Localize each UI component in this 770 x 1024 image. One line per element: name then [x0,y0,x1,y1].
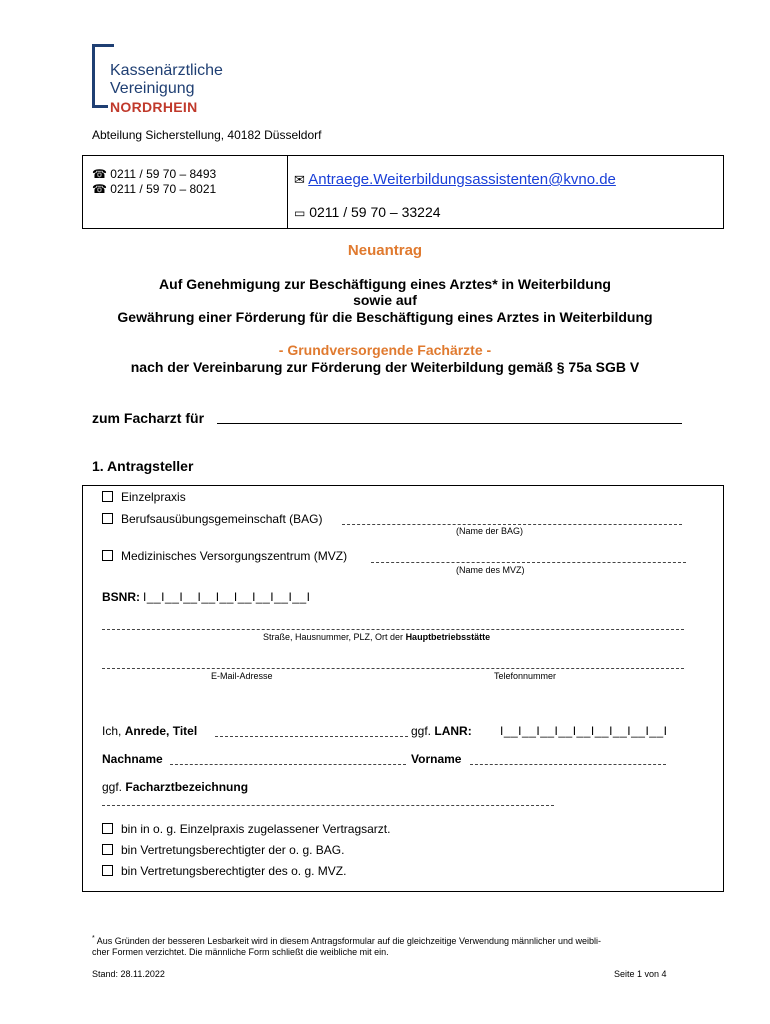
checkbox[interactable] [102,823,113,834]
email-row [294,171,616,188]
phone-number-2: 0211 / 59 70 – 8021 [110,182,217,196]
logo-bracket-top [92,44,114,47]
facharztbezeichnung-row [102,780,248,794]
option-einzelpraxis[interactable] [102,490,186,504]
vorname-input-line[interactable] [470,764,666,765]
option-vertreter-mvz[interactable] [102,864,346,878]
email-link[interactable]: Antraege.Weiterbildungsassistenten@kvno.de [308,171,616,188]
logo-bracket [92,44,95,108]
option-label: bin in o. g. Einzelpraxis zugelassener Vertragsarzt. [121,822,391,836]
checkbox[interactable] [102,491,113,502]
fax-number: 0211 / 59 70 – 33224 [309,204,441,220]
checkbox[interactable] [102,513,113,524]
lanr-label: LANR: [434,724,472,738]
ich-text: Ich, [102,724,122,738]
facharztbezeichnung-label: Facharztbezeichnung [125,780,249,794]
title-line-1: Auf Genehmigung zur Beschäftigung eines Arztes* in Weiterbildung [159,276,611,292]
title-line-4: nach der Vereinbarung zur Förderung der Weiterbildung gemäß § 75a SGB V [130,359,640,375]
phone-icon: ☎ [92,182,107,196]
option-bag[interactable] [102,512,322,526]
mvz-name-line[interactable] [371,562,686,563]
email-phone-line[interactable] [102,668,684,669]
nachname-label: Nachname [102,752,163,766]
logo-line-1: Kassenärztliche [110,62,223,79]
option-label: Medizinisches Versorgungszentrum (MVZ) [121,549,348,563]
fach-pre: ggf. [102,780,123,794]
anrede-input-line[interactable] [215,736,408,737]
facharzt-label: zum Facharzt für [92,410,205,426]
title-line-3: Gewährung einer Förderung für die Beschäftigung eines Arztes in Weiterbildung [117,309,653,325]
facharztbezeichnung-input-line[interactable] [102,805,554,806]
lanr-pre: ggf. [411,724,432,738]
phone-number-1: 0211 / 59 70 – 8493 [110,167,217,181]
mvz-name-caption: (Name des MVZ) [456,565,525,575]
fax-row [294,204,441,220]
option-mvz[interactable] [102,549,347,563]
lanr-input[interactable]: I__I__I__I__I__I__I__I__I__I [500,724,668,738]
nachname-input-line[interactable] [170,764,406,765]
anrede-row [102,724,197,738]
vorname-label: Vorname [411,752,462,766]
footer-page: Seite 1 von 4 [614,969,667,979]
checkbox[interactable] [102,865,113,876]
department-address: Abteilung Sicherstellung, 40182 Düsseldorf [92,128,322,142]
facharzt-input-line[interactable] [217,423,682,424]
lanr-label-row [411,724,472,738]
title-line-2: sowie auf [353,292,417,308]
checkbox[interactable] [102,844,113,855]
mail-icon: ✉ [294,172,305,187]
logo-line-3: NORDRHEIN [110,99,198,115]
application-type: Neuantrag [347,242,423,259]
footnote-line-1: Aus Gründen der besseren Lesbarkeit wird in diesem Antragsformular auf die gleichzeitige Verwendung männlicher und weibli- [96,936,602,946]
address-caption-bold: Hauptbetriebsstätte [405,632,491,642]
address-caption-text: Straße, Hausnummer, PLZ, Ort der [263,632,404,642]
phone-icon: ☎ [92,167,107,181]
computer-icon: ▭ [294,206,306,220]
phone-row-1 [92,167,216,181]
option-label: Einzelpraxis [121,490,186,504]
option-label: bin Vertretungsberechtigter der o. g. BAG. [121,843,345,857]
option-label: Berufsausübungsgemeinschaft (BAG) [121,512,323,526]
bag-name-line[interactable] [342,524,682,525]
bsnr-input[interactable]: I__I__I__I__I__I__I__I__I__I [143,590,311,604]
bsnr-label: BSNR: [102,590,140,604]
subtype: - Grundversorgende Fachärzte - [278,342,492,358]
option-vertragsarzt[interactable] [102,822,390,836]
option-vertreter-bag[interactable] [102,843,344,857]
phone-row-2 [92,182,216,196]
anrede-label: Anrede, Titel [124,724,198,738]
option-label: bin Vertretungsberechtigter des o. g. MVZ. [121,864,347,878]
section-1-title: 1. Antragsteller [92,458,194,474]
phone-caption: Telefonnummer [494,671,557,681]
checkbox[interactable] [102,550,113,561]
logo-line-2: Vereinigung [110,80,195,97]
footnote-line-2: cher Formen verzichtet. Die männliche Form schließt die weibliche mit ein. [92,947,389,957]
contact-divider [287,155,288,229]
footer-date: Stand: 28.11.2022 [92,969,165,979]
bag-name-caption: (Name der BAG) [456,526,524,536]
email-caption: E-Mail-Adresse [211,671,273,681]
address-line[interactable] [102,629,684,630]
footnote-mark: * [92,935,95,942]
footnote [92,933,692,958]
logo-bracket-bottom [92,105,108,108]
address-caption [263,632,490,642]
